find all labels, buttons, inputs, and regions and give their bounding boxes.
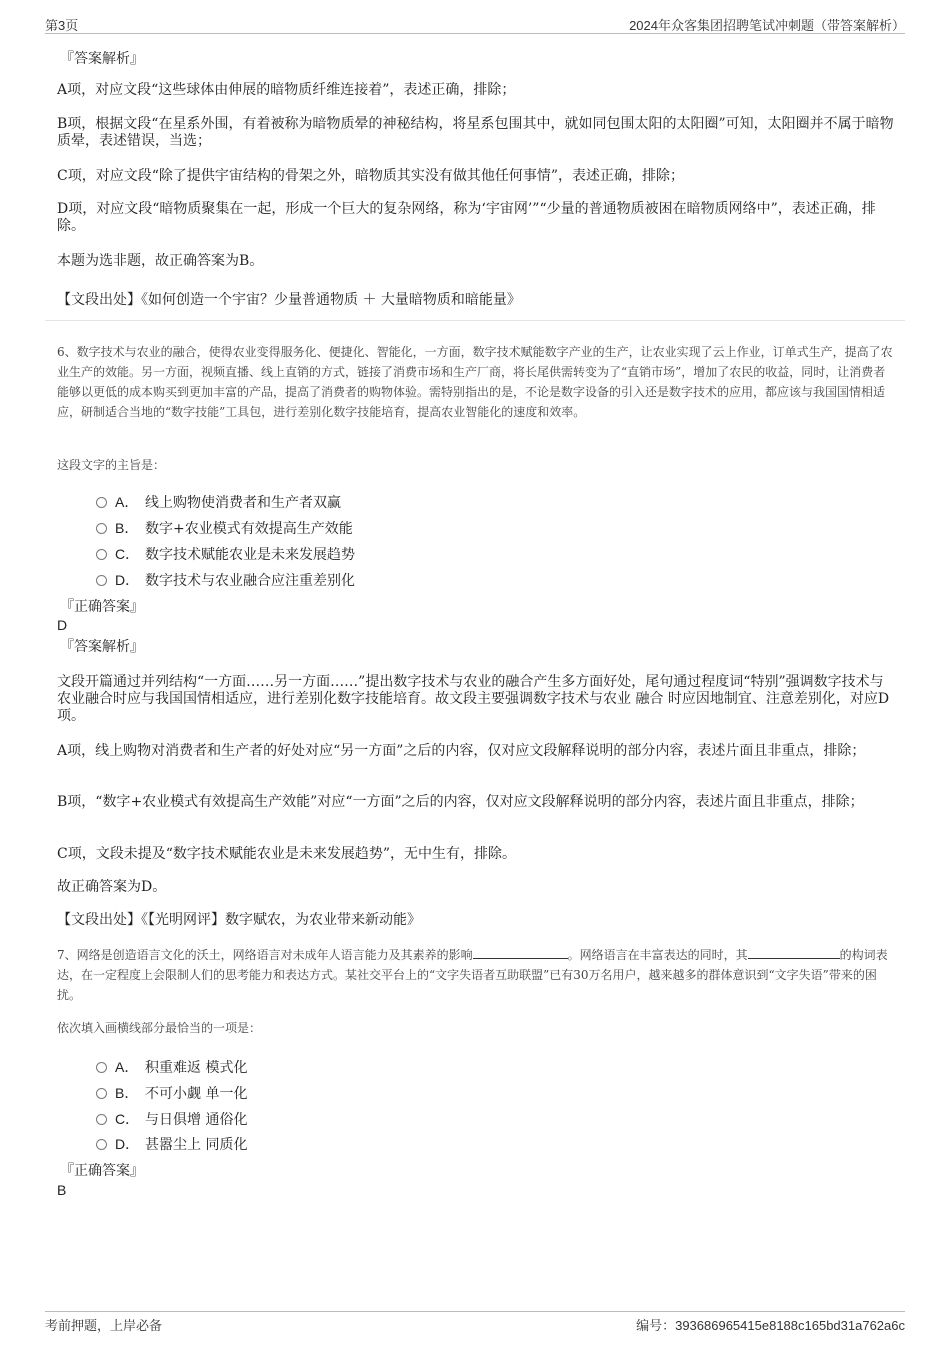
- question-prompt: 依次填入画横线部分最恰当的一项是：: [57, 1021, 262, 1035]
- option-a[interactable]: A． 线上购物使消费者和生产者双赢: [96, 493, 341, 511]
- analysis-a: A项，对应文段“这些球体由伸展的暗物质纤维连接着”，表述正确，排除；: [57, 82, 516, 98]
- analysis-text: 文段开篇通过并列结构“一方面……另一方面……”提出数字技术与农业的融合产生多方面好处，尾句通过程度词“特别”强调数字技术与农业融合时应与我国国情相适应，进行差别化数字技能培育。故文段主要强调数字技术与农业 融合 时应因地制宜、注意差别化，对应D项。: [57, 674, 890, 724]
- option-a[interactable]: A． 积重难返 模式化: [96, 1058, 247, 1076]
- option-c[interactable]: C． 与日俱增 通俗化: [96, 1110, 247, 1128]
- question-stem: 6、数字技术与农业的融合，使得农业变得服务化、便捷化、智能化，一方面，数字技术赋能数字产业的生产，让农业实现了云上作业，订单式生产，提高了农业生产的效能。另一方面，视频直播、线上直销的方式，链接了消费市场和生产厂商，将长尾供需转变为了“直销市场”，增加了农民的收益，同时，让消费者能够以更低的成本购买到更加丰富的产品，提高了消费者的购物体验。需特别指出的是，不论是数字设备的引入还是数字技术的应用，都应该与我国国情相适应，研制适合当地的“数字技能”工具包，进行差别化数字技能培育，提高农业智能化的速度和效率。: [57, 345, 893, 419]
- analysis-label: 『答案解析』: [60, 639, 144, 655]
- document-title: 2024年众客集团招聘笔试冲刺题（带答案解析）: [629, 18, 905, 33]
- option-b[interactable]: B． 数字+农业模式有效提高生产效能: [96, 519, 353, 537]
- radio-icon[interactable]: [96, 497, 107, 508]
- radio-icon[interactable]: [96, 1114, 107, 1125]
- radio-icon[interactable]: [96, 1062, 107, 1073]
- option-b[interactable]: B． 不可小觑 单一化: [96, 1084, 247, 1102]
- radio-icon[interactable]: [96, 549, 107, 560]
- question-stem: 7、网络是创造语言文化的沃土，网络语言对未成年人语言能力及其素养的影响 。网络语言在丰富表达的同时，其 的构词表达，在一定程度上会限制人们的思考能力和表达方式。某社交平台上的“文字失语者互助联盟”已有30万名用户，越来越多的群体意识到“文字失语”带来的困扰。: [57, 948, 888, 1002]
- document-id: 编号：393686965415e8188c165bd31a762a6c: [636, 1318, 905, 1333]
- answer-label: 『正确答案』: [60, 599, 144, 615]
- radio-icon[interactable]: [96, 1088, 107, 1099]
- analysis-d: D项，对应文段“暗物质聚集在一起，形成一个巨大的复杂网络，称为‘宇宙网’”“少量的普通物质被困在暗物质网络中”，表述正确，排除。: [57, 201, 876, 234]
- radio-icon[interactable]: [96, 575, 107, 586]
- blank-1: [473, 948, 568, 959]
- footer-slogan: 考前押题，上岸必备: [45, 1318, 163, 1333]
- answer-value: B: [57, 1182, 67, 1198]
- question-divider: [45, 320, 905, 321]
- answer-label: 『正确答案』: [60, 1163, 144, 1179]
- conclusion: 本题为选非题，故正确答案为B。: [57, 253, 264, 269]
- analysis-b: B项，根据文段“在星系外围，有着被称为暗物质晕的神秘结构，将星系包围其中，就如同包围太阳的太阳圈”可知，太阳圈并不属于暗物质晕，表述错误，当选；: [57, 116, 894, 149]
- analysis-a: A项，线上购物对消费者和生产者的好处对应“另一方面”之后的内容，仅对应文段解释说明的部分内容，表述片面且非重点，排除；: [57, 743, 866, 759]
- analysis-b: B项，“数字+农业模式有效提高生产效能”对应“一方面”之后的内容，仅对应文段解释说明的部分内容，表述片面且非重点，排除；: [57, 794, 864, 810]
- option-d[interactable]: D． 数字技术与农业融合应注重差别化: [96, 571, 355, 589]
- option-d[interactable]: D． 甚嚣尘上 同质化: [96, 1135, 247, 1153]
- footer-divider: [45, 1311, 905, 1312]
- analysis-c: C项，文段未提及“数字技术赋能农业是未来发展趋势”，无中生有，排除。: [57, 846, 517, 862]
- blank-2: [748, 948, 840, 959]
- option-c[interactable]: C． 数字技术赋能农业是未来发展趋势: [96, 545, 355, 563]
- radio-icon[interactable]: [96, 1139, 107, 1150]
- source: 【文段出处】《如何创造一个宇宙？少量普通物质 ＋ 大量暗物质和暗能量》: [57, 292, 521, 308]
- question-prompt: 这段文字的主旨是：: [57, 458, 166, 472]
- answer-value: D: [57, 617, 68, 633]
- page-number: 第3页: [45, 18, 79, 33]
- analysis-label: 『答案解析』: [60, 51, 144, 67]
- radio-icon[interactable]: [96, 523, 107, 534]
- source: 【文段出处】《【光明网评】数字赋农，为农业带来新动能》: [57, 912, 421, 928]
- analysis-c: C项，对应文段“除了提供宇宙结构的骨架之外，暗物质其实没有做其他任何事情”，表述正确，排除；: [57, 168, 685, 184]
- header-divider: [45, 33, 905, 34]
- conclusion: 故正确答案为D。: [57, 879, 167, 895]
